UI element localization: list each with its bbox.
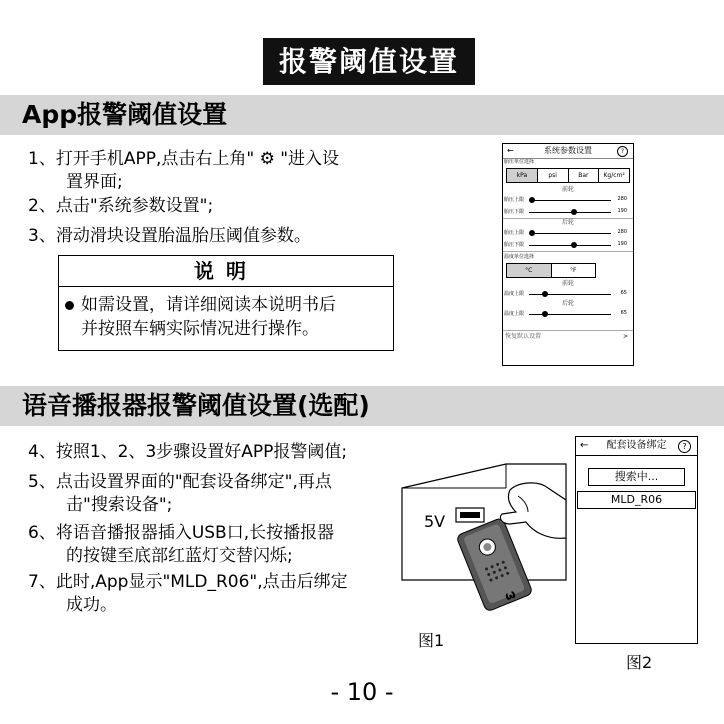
slider-label: 温度上限 bbox=[504, 311, 525, 317]
temp-front-slider[interactable] bbox=[503, 288, 633, 300]
unit-bar[interactable]: Bar bbox=[569, 169, 600, 182]
device-list-item[interactable]: MLD_R06 bbox=[577, 491, 696, 509]
temp-rear-slider[interactable] bbox=[503, 308, 633, 320]
slider-label: 温度上限 bbox=[504, 291, 525, 297]
app-screen-title: 系统参数设置 bbox=[544, 146, 592, 155]
bullet-icon bbox=[65, 301, 74, 310]
slider-track bbox=[529, 200, 611, 201]
section-band-voice bbox=[0, 386, 724, 426]
page-title: 报警阈值设置 bbox=[263, 38, 475, 85]
step-text: 滑动滑块设置胎温胎压阈值参数。 bbox=[55, 226, 311, 246]
slider-label: 胎压下限 bbox=[504, 209, 525, 215]
section-heading-app: App报警阈值设置 bbox=[22, 100, 228, 129]
slider-value: 65 bbox=[620, 310, 627, 316]
step-text-cont: 的按键至底部红蓝灯交替闪烁; bbox=[66, 546, 293, 566]
step-text: 将语音播报器插入USB口,长按播报器 bbox=[55, 523, 335, 543]
figure-2-label: 图2 bbox=[626, 653, 653, 672]
step-text: 点击设置界面的"配套设备绑定",再点 bbox=[55, 472, 332, 492]
step-text: 此时,App显示"MLD_R06",点击后绑定 bbox=[55, 572, 348, 592]
step-2 bbox=[28, 195, 388, 218]
step-number: 1、 bbox=[28, 149, 56, 169]
step-text: 打开手机APP,点击右上角" ⚙ "进入设 bbox=[55, 149, 340, 169]
slider-knob[interactable] bbox=[571, 242, 577, 248]
slider-label: 胎压下限 bbox=[504, 242, 525, 248]
step-5 bbox=[28, 471, 398, 517]
step-4 bbox=[28, 441, 398, 464]
app-settings-screen bbox=[502, 143, 634, 366]
slider-value: 280 bbox=[617, 196, 627, 202]
slider-label: 胎压上限 bbox=[504, 197, 525, 203]
pairing-title: 配套设备绑定 bbox=[606, 440, 667, 451]
step-1 bbox=[28, 148, 388, 194]
temp-rear-label: 后轮 bbox=[561, 300, 574, 307]
help-icon[interactable]: ? bbox=[678, 440, 691, 453]
note-title: 说明 bbox=[59, 256, 393, 287]
pressure-unit-selector[interactable] bbox=[506, 168, 630, 183]
step-number: 6、 bbox=[28, 523, 56, 543]
unit-kgcm[interactable]: Kg/cm² bbox=[603, 172, 625, 179]
step-text-cont: 置界面; bbox=[66, 172, 123, 192]
section-band-app bbox=[0, 95, 724, 135]
step-number: 3、 bbox=[28, 226, 56, 246]
rear-label: 后轮 bbox=[561, 219, 574, 226]
usb-port-label: 5V bbox=[424, 512, 446, 531]
help-icon[interactable]: ? bbox=[617, 146, 628, 157]
front-lower-slider[interactable] bbox=[503, 206, 633, 218]
step-number: 7、 bbox=[28, 572, 56, 592]
unit-fahrenheit[interactable]: °F bbox=[570, 267, 577, 274]
slider-value: 65 bbox=[620, 290, 627, 296]
pressure-unit-label: 胎压单位选择 bbox=[504, 159, 535, 165]
step-text-cont: 击"搜索设备"; bbox=[66, 495, 173, 515]
temp-front-label: 前轮 bbox=[561, 280, 574, 287]
figure-1-label: 图1 bbox=[418, 631, 445, 650]
slider-track bbox=[529, 212, 611, 213]
step-3 bbox=[28, 225, 388, 248]
page-number: - 10 - bbox=[330, 678, 394, 706]
front-upper-slider[interactable] bbox=[503, 194, 633, 206]
reset-label: 恢复默认设置 bbox=[505, 333, 542, 340]
unit-kpa[interactable]: kPa bbox=[507, 169, 538, 182]
step-text: 按照1、2、3步骤设置好APP报警阈值; bbox=[55, 442, 348, 462]
unit-psi[interactable]: psi bbox=[538, 169, 569, 182]
note-line-2: 并按照车辆实际情况进行操作。 bbox=[81, 319, 319, 339]
step-number: 2、 bbox=[28, 196, 56, 216]
app-header bbox=[503, 144, 633, 159]
step-6 bbox=[28, 522, 398, 568]
temp-unit-selector[interactable] bbox=[506, 263, 596, 278]
slider-value: 190 bbox=[617, 241, 627, 247]
step-number: 5、 bbox=[28, 472, 56, 492]
note-line-1: 如需设置，请详细阅读本说明书后 bbox=[81, 295, 336, 315]
chevron-right-icon: > bbox=[622, 333, 628, 340]
device-logo: ω bbox=[502, 586, 518, 604]
section-heading-voice: 语音播报器报警阈值设置(选配) bbox=[22, 391, 370, 420]
back-arrow-icon[interactable]: ← bbox=[507, 146, 514, 155]
note-box bbox=[58, 255, 394, 351]
slider-value: 190 bbox=[617, 208, 627, 214]
unit-celsius[interactable]: °C bbox=[507, 264, 552, 277]
step-number: 4、 bbox=[28, 442, 56, 462]
slider-knob[interactable] bbox=[542, 311, 548, 317]
slider-track bbox=[529, 245, 611, 246]
usb-insert-illustration bbox=[398, 460, 570, 620]
search-device-button[interactable]: 搜索中... bbox=[588, 468, 685, 486]
slider-track bbox=[529, 314, 611, 315]
divider bbox=[503, 251, 633, 252]
step-text: 点击"系统参数设置"; bbox=[55, 196, 214, 216]
step-7 bbox=[28, 571, 398, 617]
reset-defaults-row[interactable] bbox=[503, 331, 633, 343]
back-arrow-icon[interactable]: ← bbox=[580, 440, 589, 451]
pairing-header bbox=[576, 437, 697, 456]
slider-knob[interactable] bbox=[529, 230, 535, 236]
temp-unit-label: 温度单位选择 bbox=[504, 254, 535, 260]
front-label: 前轮 bbox=[561, 186, 574, 193]
slider-track bbox=[529, 233, 611, 234]
slider-knob[interactable] bbox=[529, 197, 535, 203]
rear-upper-slider[interactable] bbox=[503, 227, 633, 239]
step-text-cont: 成功。 bbox=[66, 595, 117, 615]
slider-label: 胎压上限 bbox=[504, 230, 525, 236]
slider-knob[interactable] bbox=[571, 209, 577, 215]
rear-lower-slider[interactable] bbox=[503, 239, 633, 251]
slider-track bbox=[529, 294, 611, 295]
slider-knob[interactable] bbox=[542, 291, 548, 297]
slider-value: 280 bbox=[617, 229, 627, 235]
pairing-screen bbox=[575, 436, 698, 644]
